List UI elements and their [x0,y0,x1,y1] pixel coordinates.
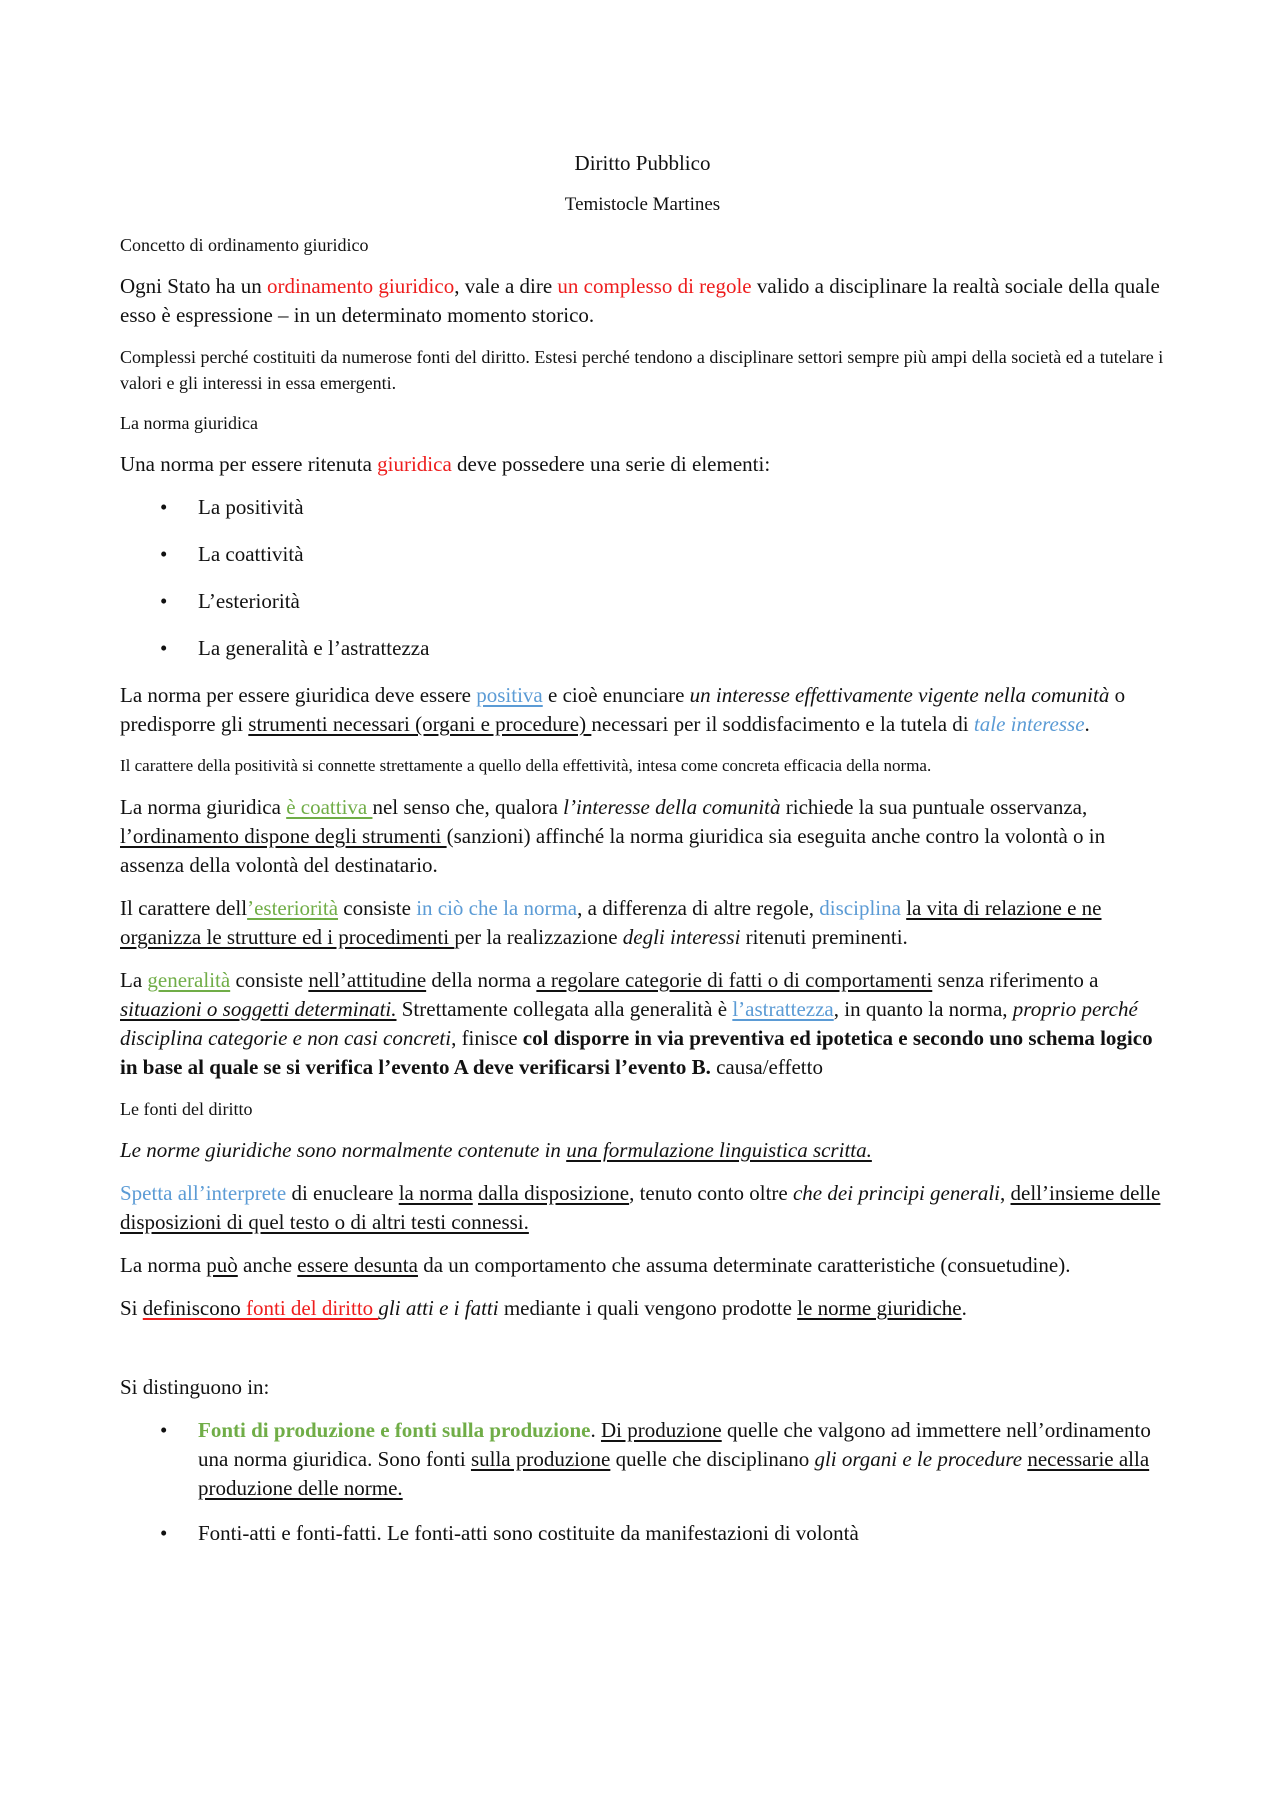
highlight-astrattezza: l’astrattezza [732,997,834,1021]
paragraph-esteriorita [120,894,1165,952]
underlined-run: nell’attitudine [308,968,427,992]
text-run: quelle che valgono ad immettere nell’ordinamento una norma giuridica. Sono fonti [198,1418,1151,1471]
underlined-run: necessarie alla produzione delle norme. [198,1447,1150,1500]
bullet-icon: • [160,636,168,660]
paragraph-definizione-fonti [120,1294,1165,1323]
text-run: La [120,968,148,992]
text-run: La norma [120,1253,207,1277]
text-run: valido a disciplinare la realtà sociale della quale esso è espressione – in un determinato momento storico. [120,274,1160,327]
underlined-run: dell’insieme delle disposizioni di quel testo o di altri testi connessi. [120,1181,1161,1234]
list-item-text: La coattività [198,542,304,566]
underlined-run: la vita di relazione e ne organizza le strutture ed i procedimenti [120,896,1102,949]
text-run: , in quanto la norma, [833,997,1013,1021]
text-run: . [961,1296,967,1320]
italic-run: l’interesse della comunità [563,795,781,819]
text-run: di enucleare [286,1181,399,1205]
italic-run: un interesse effettivamente vigente nella comunità [689,683,1110,707]
text-run: consiste [338,896,417,920]
text-run: Ogni Stato ha un [120,274,267,298]
highlight-esteriorita: ’esteriorità [247,896,339,920]
doc-author: Temistocle Martines [564,194,721,215]
underlined-run: le norme giuridiche [797,1296,962,1320]
list-item [120,1519,1165,1548]
paragraph-effettivita: Il carattere della positività si connette strettamente a quello della effettività, intesa come concreta efficacia della norma. [120,756,932,775]
text-run: Strettamente collegata alla generalità è [396,997,733,1021]
text-run: deve possedere una serie di elementi: [451,452,771,476]
text-run: consiste [230,968,309,992]
underlined-run: l’ordinamento dispone degli strumenti [120,824,447,848]
italic-run: proprio perché disciplina categorie e non casi concreti [120,997,1138,1050]
text-run: Il carattere dell [120,896,248,920]
italic-run: gli atti e i fatti [378,1296,499,1320]
highlight-fonti-del-diritto: fonti del diritto [246,1296,379,1320]
bullet-icon: • [160,495,168,519]
highlight-complesso-regole: un complesso di regole [557,274,752,298]
list-item-text: L’esteriorità [198,589,300,613]
list-item [120,1416,1165,1503]
paragraph-si-distinguono: Si distinguono in: [120,1375,270,1399]
fonti-list [120,1416,1165,1548]
highlight-disciplina: disciplina [819,896,901,920]
underlined-run: essere desunta [297,1253,418,1277]
list-item-text: La generalità e l’astrattezza [198,636,430,660]
highlight-generalita: generalità [147,968,231,992]
highlight-ordinamento-giuridico: ordinamento giuridico [267,274,455,298]
text-run: causa/effetto [710,1055,823,1079]
highlight-fonti-produzione: Fonti di produzione e fonti sulla produzione [198,1418,591,1442]
text-run: mediante i quali vengono prodotte [498,1296,798,1320]
highlight-positiva: positiva [476,683,543,707]
underlined-red-run: definiscono [142,1296,246,1320]
document-body [120,148,1165,1564]
list-item [120,493,1165,522]
list-item-text: La positività [198,495,304,519]
bullet-icon: • [160,1521,168,1545]
paragraph-consuetudine [120,1251,1165,1280]
text-run: La norma giuridica [120,795,287,819]
text-run: ritenuti preminenti. [740,925,908,949]
paragraph-complessi: Complessi perché costituiti da numerose fonti del diritto. Estesi perché tendono a disciplinare settori sempre più ampi della società ed a tutelare i valori e gli interessi in essa emergenti. [120,347,1164,393]
bullet-icon: • [160,589,168,613]
paragraph-ordinamento [120,272,1165,330]
text-run: quelle che disciplinano [610,1447,815,1471]
paragraph-positiva [120,681,1165,739]
elements-list [120,493,1165,663]
underlined-italic-run: situazioni o soggetti determinati. [120,997,397,1021]
italic-run: gli organi e le procedure [814,1447,1023,1471]
text-run: . [1084,712,1090,736]
highlight-coattiva: è coattiva [286,795,373,819]
paragraph-norma-intro [120,450,1165,479]
text-run: . [590,1418,601,1442]
list-item-text: Fonti-atti e fonti-fatti. Le fonti-atti sono costituite da manifestazioni di volontà [198,1521,859,1545]
paragraph-coattiva [120,793,1165,880]
text-run: necessari per il soddisfacimento e la tutela di [591,712,974,736]
text-run: senza riferimento a [932,968,1099,992]
section-heading-norma: La norma giuridica [120,413,258,433]
underlined-run: può [206,1253,238,1277]
text-run: richiede la sua puntuale osservanza, [780,795,1088,819]
paragraph-formulazione [120,1136,1165,1165]
highlight-tale-interesse: tale interesse [973,712,1085,736]
highlight-interprete: Spetta all’interprete [120,1181,287,1205]
doc-title: Diritto Pubblico [574,151,711,175]
text-run: , finisce [451,1026,523,1050]
text-run: , a differenza di altre regole, [577,896,820,920]
text-run: , tenuto conto oltre [629,1181,793,1205]
text-run: della norma [426,968,537,992]
text-run: anche [237,1253,298,1277]
text-run: da un comportamento che assuma determinate caratteristiche (consuetudine). [417,1253,1071,1277]
bold-run: col disporre in via preventiva ed ipotetica e secondo uno schema logico in base al quale se si verifica l’evento A deve verificarsi l’evento B. [120,1026,1153,1079]
text-run: Le norme giuridiche sono normalmente contenute in [120,1138,567,1162]
blank-line [120,1337,1165,1373]
underlined-run: la norma [398,1181,473,1205]
text-run: , [1000,1181,1011,1205]
text-run: o predisporre gli [120,683,1126,736]
highlight-giuridica: giuridica [377,452,452,476]
text-run: nel senso che, qualora [372,795,564,819]
list-item [120,634,1165,663]
italic-run: degli interessi [622,925,741,949]
underlined-run: dalla disposizione [478,1181,630,1205]
section-heading-fonti: Le fonti del diritto [120,1099,253,1119]
underlined-run: sulla produzione [470,1447,611,1471]
text-run: e cioè enunciare [542,683,690,707]
underlined-run: strumenti necessari (organi e procedure) [248,712,592,736]
text-run: Una norma per essere ritenuta [120,452,378,476]
underlined-run: Di produzione [600,1418,722,1442]
list-item [120,540,1165,569]
section-heading-ordinamento: Concetto di ordinamento giuridico [120,235,369,255]
text-run: La norma per essere giuridica deve essere [120,683,477,707]
paragraph-generalita [120,966,1165,1082]
text-run: , vale a dire [454,274,558,298]
text-run: per la realizzazione [454,925,623,949]
text-run: (sanzioni) affinché la norma giuridica sia eseguita anche contro la volontà o in assenza della volontà del destinatario. [120,824,1106,877]
italic-run: che dei principi generali [792,1181,1001,1205]
highlight-cio-che-la-norma: in ciò che la norma [416,896,578,920]
underlined-run: a regolare categorie di fatti o di comportamenti [536,968,933,992]
bullet-icon: • [160,542,168,566]
bullet-icon: • [160,1418,168,1442]
paragraph-interprete [120,1179,1165,1237]
list-item [120,587,1165,616]
underlined-run: una formulazione linguistica scritta. [566,1138,872,1162]
text-run: Si [120,1296,143,1320]
